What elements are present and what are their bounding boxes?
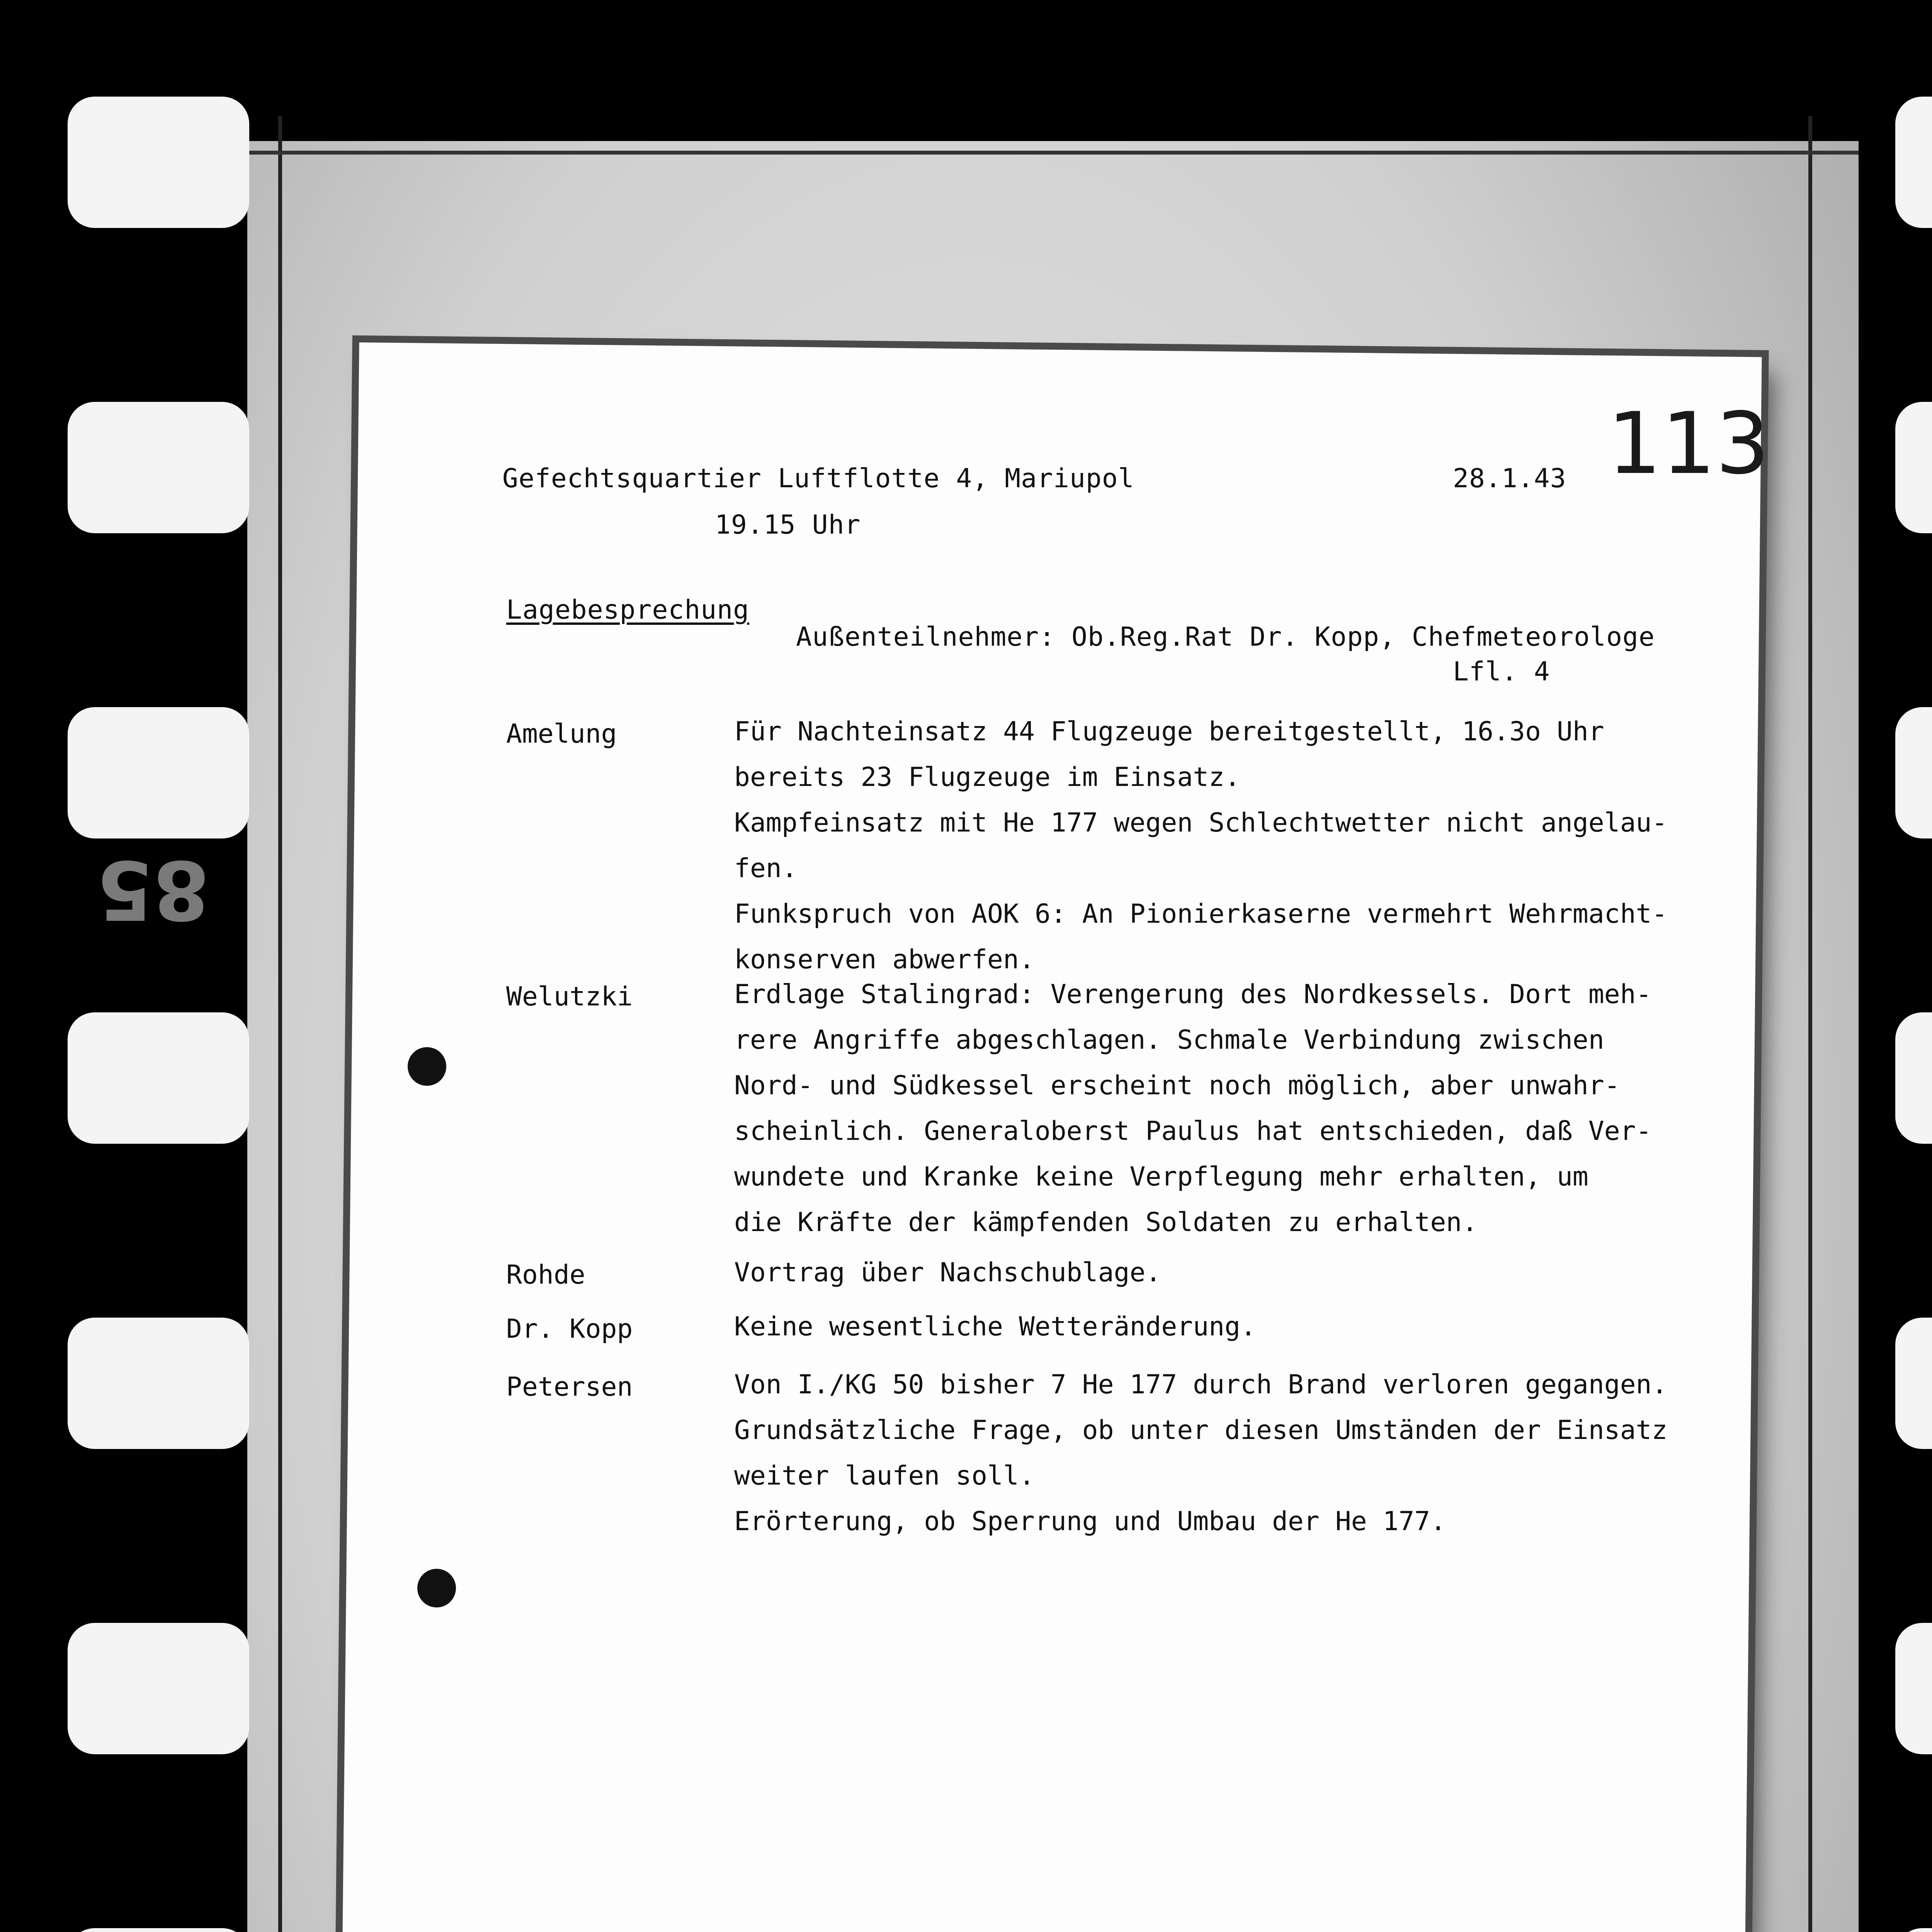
section-title: Lagebesprechung [506,595,750,625]
entry-line: Keine wesentliche Wetteränderung. [734,1311,1257,1342]
entry-line: Funkspruch von AOK 6: An Pionierkaserne vermehrt Wehrmacht- [734,899,1668,929]
entry-line: rere Angriffe abgeschlagen. Schmale Verbindung zwischen [734,1025,1604,1055]
sprocket-hole-right [1895,707,1932,838]
punch-hole [408,1047,446,1086]
sprocket-hole-right [1895,402,1932,533]
entry-line: Für Nachteinsatz 44 Flugzeuge bereitgestellt, 16.3o Uhr [734,716,1604,747]
entry-line: fen. [734,853,798,884]
entry-line: Kampfeinsatz mit He 177 wegen Schlechtwetter nicht angelau- [734,808,1668,838]
entry-line: weiter laufen soll. [734,1461,1035,1491]
entry-line: Vortrag über Nachschublage. [734,1257,1162,1288]
participants-line-2: Lfl. 4 [1453,656,1550,687]
sprocket-hole-right [1895,1012,1932,1144]
speaker-name: Dr. Kopp [506,1314,633,1344]
participants-line-1: Außenteilnehmer: Ob.Reg.Rat Dr. Kopp, Chefmeteorologe [796,622,1655,652]
entry-line: bereits 23 Flugzeuge im Einsatz. [734,762,1241,793]
speaker-name: Amelung [506,719,617,749]
handwritten-page-number: 113 [1607,394,1770,493]
entry-line: Von I./KG 50 bisher 7 He 177 durch Brand verloren gegangen. [734,1369,1668,1400]
entry-line: scheinlich. Generaloberst Paulus hat entschieden, daß Ver- [734,1116,1652,1146]
entry-line: Erdlage Stalingrad: Verengerung des Nordkessels. Dort meh- [734,979,1652,1010]
entry-text [734,1304,1256,1350]
sprocket-hole-left [68,1318,249,1449]
speaker-name: Rohde [506,1260,585,1290]
entry-text [734,709,1667,983]
frame-border-right [1808,116,1812,1932]
frame-border-top [247,151,1859,155]
sprocket-hole-right [1895,97,1932,228]
header-time: 19.15 Uhr [715,510,861,540]
film-edge-number: 85 [97,842,210,937]
sprocket-hole-left [68,1928,249,1932]
entry-line: Nord- und Südkessel erscheint noch möglich, aber unwahr- [734,1070,1620,1101]
sprocket-hole-left [68,402,249,533]
sprocket-hole-left [68,1012,249,1144]
sprocket-hole-right [1895,1928,1932,1932]
sprocket-hole-left [68,707,249,838]
speaker-name: Welutzki [506,981,633,1012]
speaker-name: Petersen [506,1372,633,1402]
entry-text [734,1250,1161,1296]
entry-line: wundete und Kranke keine Verpflegung mehr erhalten, um [734,1162,1588,1192]
sprocket-hole-right [1895,1318,1932,1449]
entry-text [734,972,1652,1245]
entry-line: die Kräfte der kämpfenden Soldaten zu erhalten. [734,1207,1478,1238]
entry-line: Erörterung, ob Sperrung und Umbau der He 177. [734,1506,1446,1537]
sprocket-hole-left [68,97,249,228]
sprocket-hole-left [68,1623,249,1754]
punch-hole [417,1569,456,1607]
header-location: Gefechtsquartier Luftflotte 4, Mariupol [502,463,1134,494]
entry-line: konserven abwerfen. [734,944,1035,975]
entry-text [734,1362,1667,1544]
sprocket-hole-right [1895,1623,1932,1754]
header-date: 28.1.43 [1453,463,1566,494]
entry-line: Grundsätzliche Frage, ob unter diesen Umständen der Einsatz [734,1415,1668,1446]
frame-border-left [278,116,282,1932]
